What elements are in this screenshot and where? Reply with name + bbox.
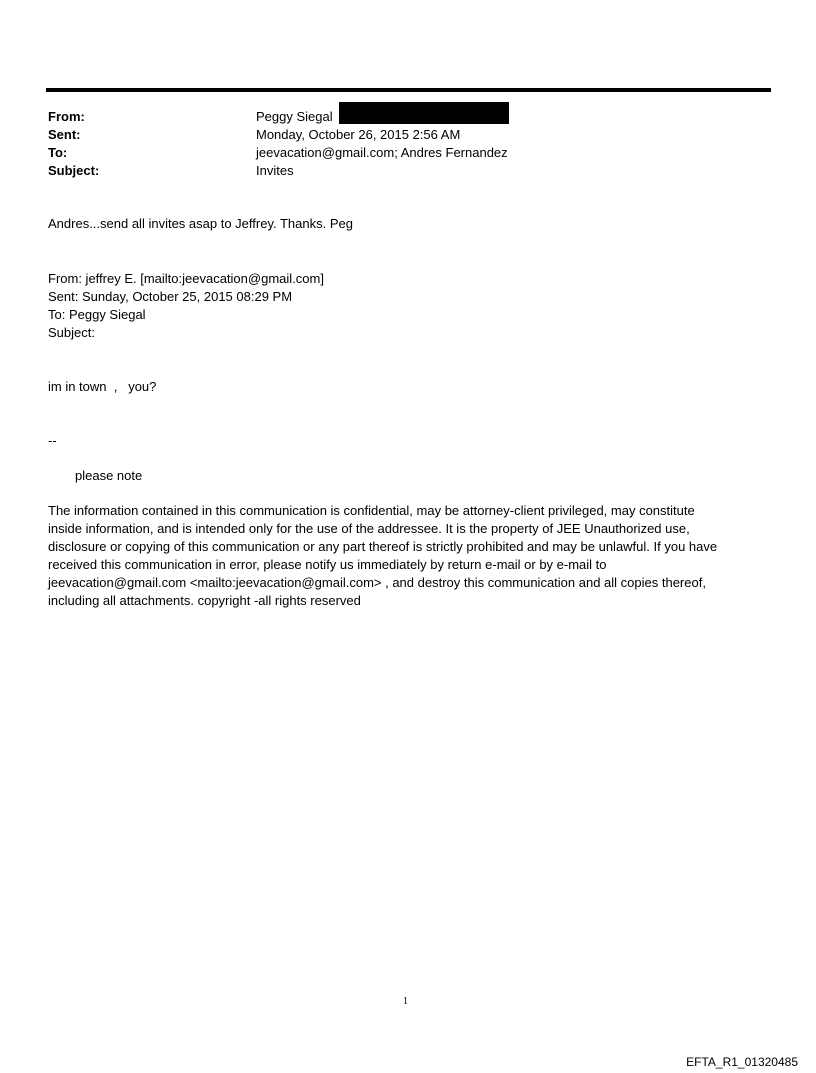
disclaimer	[48, 502, 768, 610]
disclaimer-line: including all attachments. copyright -all rights reserved	[48, 593, 361, 608]
to-value: jeevacation@gmail.com; Andres Fernandez	[256, 145, 508, 160]
page-number: 1	[403, 996, 408, 1007]
quoted-subject: Subject:	[48, 325, 95, 340]
bates-number: EFTA_R1_01320485	[686, 1055, 798, 1069]
disclaimer-line: The information contained in this communication is confidential, may be attorney-client privileged, may constitute	[48, 503, 695, 518]
sent-label: Sent:	[48, 127, 81, 142]
from-value	[256, 108, 509, 126]
signature-dash: --	[48, 433, 57, 448]
redaction-box	[339, 102, 509, 124]
subject-value: Invites	[256, 163, 294, 178]
quoted-sent: Sent: Sunday, October 25, 2015 08:29 PM	[48, 289, 293, 304]
disclaimer-line: inside information, and is intended only for the use of the addressee. It is the property of JEE Unauthorized use,	[48, 521, 690, 536]
to-label: To:	[48, 145, 68, 160]
quoted-from: From: jeffrey E. [mailto:jeevacation@gmail.com]	[48, 271, 324, 286]
disclaimer-line: received this communication in error, please notify us immediately by return e-mail or by e-mail to	[48, 557, 607, 572]
quoted-to: To: Peggy Siegal	[48, 307, 146, 322]
message-body: Andres...send all invites asap to Jeffrey. Thanks. Peg	[48, 216, 353, 231]
please-note: please note	[75, 468, 143, 483]
disclaimer-line: disclosure or copying of this communication or any part thereof is strictly prohibited and may be unlawful. If you have	[48, 539, 718, 554]
from-label: From:	[48, 109, 85, 124]
quoted-message: im in town , you?	[48, 379, 157, 394]
disclaimer-line: jeevacation@gmail.com <mailto:jeevacation@gmail.com> , and destroy this communication and all copies thereof,	[48, 575, 706, 590]
header-rule	[46, 88, 771, 92]
sent-value: Monday, October 26, 2015 2:56 AM	[256, 127, 461, 142]
from-name: Peggy Siegal	[256, 109, 333, 124]
subject-label: Subject:	[48, 163, 100, 178]
